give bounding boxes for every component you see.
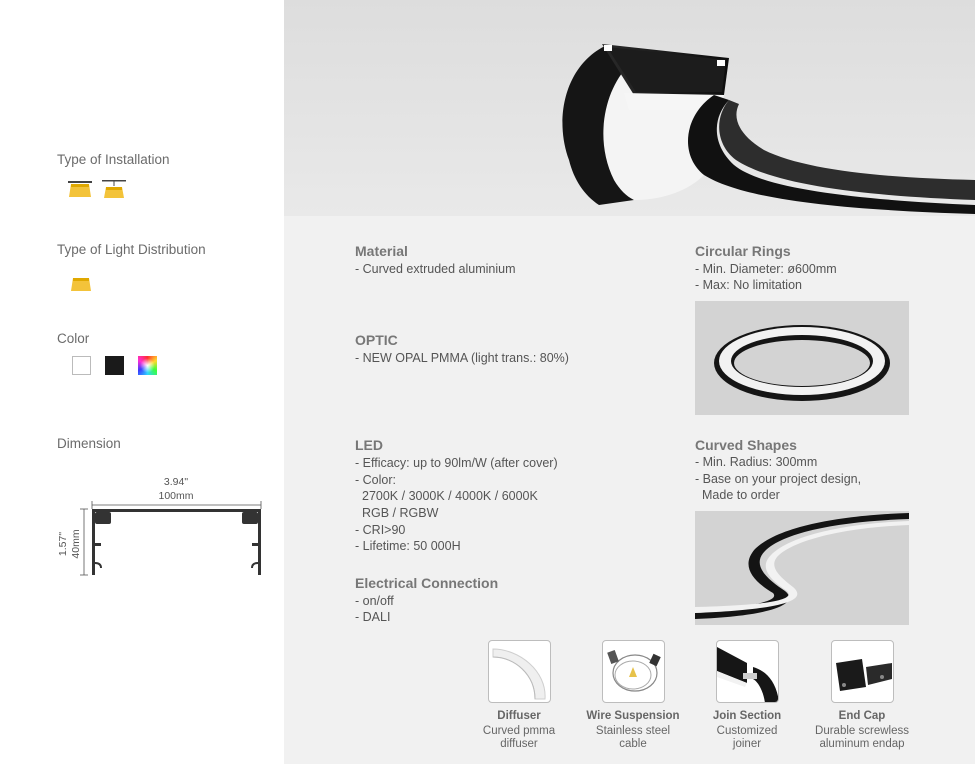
accessory-name: End Cap: [838, 710, 886, 722]
hero-product-image: [284, 0, 975, 216]
swatch-black: [105, 356, 124, 375]
accessory-desc: Customized: [716, 725, 778, 737]
curved-title: Curved Shapes: [695, 437, 797, 453]
accessory-diffuser: [454, 640, 584, 751]
curved-line: - Base on your project design,: [695, 472, 862, 486]
spec-panel: [284, 0, 975, 764]
accessory-join-section: [682, 640, 812, 751]
diffuser-image: [488, 640, 551, 703]
led-line: - CRI>90: [355, 523, 406, 537]
accessory-wire-suspension: [568, 640, 698, 751]
installation-label: Type of Installation: [57, 152, 170, 167]
curved-shape-photo: [695, 511, 909, 625]
accessory-desc: Stainless steel: [595, 725, 671, 737]
suspended-icon: [101, 180, 127, 200]
led-line: 2700K / 3000K / 4000K / 6000K: [362, 489, 538, 503]
spec-sidebar: [0, 0, 284, 764]
curved-line: - Min. Radius: 300mm: [695, 455, 818, 469]
installation-icons: [67, 180, 127, 200]
led-line: RGB / RGBW: [362, 506, 439, 520]
circular-line: - Max: No limitation: [695, 278, 802, 292]
width-mm-label: 100mm: [158, 490, 194, 502]
join-section-image: [716, 640, 779, 703]
curved-profile-render: [284, 0, 975, 216]
color-label: Color: [57, 331, 90, 346]
height-mm-label: 40mm: [70, 529, 82, 559]
profile-dimension-drawing: [55, 473, 270, 583]
distribution-label: Type of Light Distribution: [57, 242, 206, 257]
circular-ring-photo: [695, 301, 909, 415]
electrical-line: - on/off: [355, 594, 394, 608]
led-line: - Color:: [355, 473, 396, 487]
surface-mounted-icon: [67, 180, 93, 200]
optic-line: - NEW OPAL PMMA (light trans.: 80%): [355, 351, 569, 365]
led-line: - Efficacy: up to 90lm/W (after cover): [355, 456, 558, 470]
electrical-title: Electrical Connection: [355, 575, 499, 591]
electrical-line: - DALI: [355, 610, 391, 624]
circular-title: Circular Rings: [695, 243, 791, 259]
accessory-desc: Curved pmma: [482, 725, 556, 737]
accessory-desc: diffuser: [500, 738, 538, 750]
accessory-desc: Durable screwless: [815, 725, 909, 737]
accessory-name: Diffuser: [497, 710, 541, 722]
accessory-end-cap: [797, 640, 927, 751]
accessory-desc: aluminum endap: [819, 738, 905, 750]
end-cap-image: [831, 640, 894, 703]
direct-light-icon: [70, 277, 92, 293]
swatch-white: [72, 356, 91, 375]
height-inch-label: 1.57": [57, 531, 69, 557]
distribution-icons: [70, 277, 92, 293]
accessory-desc: cable: [619, 738, 647, 750]
accessory-desc: joiner: [732, 738, 762, 750]
circular-line: - Min. Diameter: ø600mm: [695, 262, 837, 276]
color-swatches: [72, 356, 157, 375]
led-title: LED: [355, 437, 383, 453]
led-line: - Lifetime: 50 000H: [355, 539, 461, 553]
dimension-label: Dimension: [57, 436, 121, 451]
swatch-rgb: [138, 356, 157, 375]
width-inch-label: 3.94": [163, 476, 189, 488]
optic-title: OPTIC: [355, 332, 398, 348]
material-line: - Curved extruded aluminium: [355, 262, 516, 276]
accessory-name: Join Section: [712, 710, 782, 722]
accessory-name: Wire Suspension: [586, 710, 680, 722]
wire-suspension-image: [602, 640, 665, 703]
curved-line: Made to order: [702, 488, 780, 502]
material-title: Material: [355, 243, 408, 259]
